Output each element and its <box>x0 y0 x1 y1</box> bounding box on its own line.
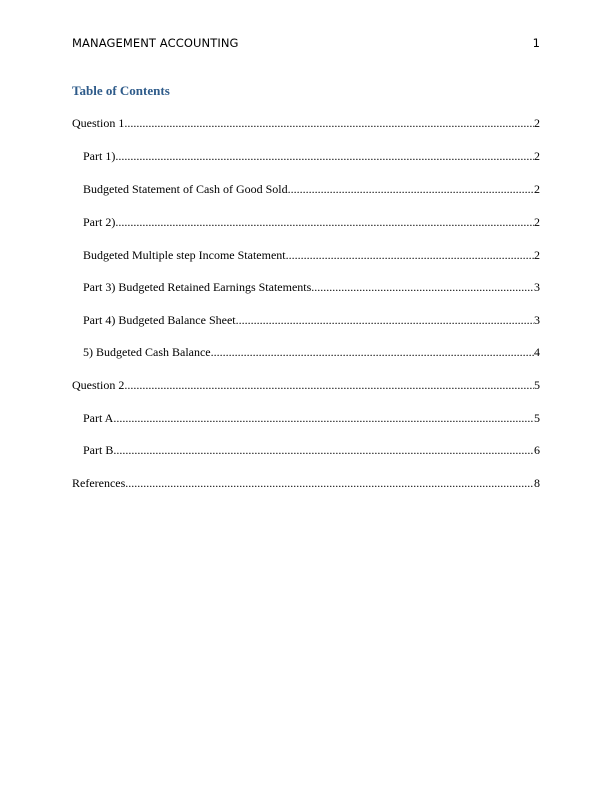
toc-entry-page: 8 <box>534 476 540 490</box>
toc-entry-part-2[interactable] <box>83 215 540 231</box>
page-header <box>72 35 540 51</box>
toc-entry-text: Budgeted Statement of Cash of Good Sold <box>83 182 288 196</box>
toc-entry-text: Part A <box>83 411 114 425</box>
toc-entry-text: Part 4) Budgeted Balance Sheet <box>83 313 236 327</box>
toc-entry-question-1[interactable] <box>72 116 540 132</box>
toc-entry-text: Part 2) <box>83 215 116 229</box>
toc-entry-retained-earnings[interactable] <box>83 280 540 296</box>
toc-entry-income-statement[interactable] <box>83 248 540 264</box>
toc-entry-text: Budgeted Multiple step Income Statement <box>83 248 286 262</box>
toc-entry-references[interactable] <box>72 476 540 492</box>
toc-entry-budgeted-cogs[interactable] <box>83 182 540 198</box>
toc-dot-leader <box>113 443 534 458</box>
toc-entry-question-2[interactable] <box>72 378 540 394</box>
toc-dot-leader <box>286 248 534 263</box>
toc-entry-part-1[interactable] <box>83 149 540 165</box>
toc-entry-page: 2 <box>534 248 540 262</box>
toc-dot-leader <box>113 411 534 426</box>
toc-dot-leader <box>124 378 534 393</box>
toc-entry-part-a[interactable] <box>83 411 540 427</box>
toc-entry-page: 6 <box>534 443 540 457</box>
toc-entry-text: References <box>72 476 126 490</box>
toc-dot-leader <box>115 149 534 164</box>
toc-entry-page: 2 <box>534 116 540 130</box>
toc-entry-page: 2 <box>534 215 540 229</box>
toc-entry-page: 4 <box>534 345 540 359</box>
toc-entry-text: Part 3) Budgeted Retained Earnings Statements <box>83 280 312 294</box>
running-head-title: MANAGEMENT ACCOUNTING <box>72 36 239 50</box>
toc-entry-text: 5) Budgeted Cash Balance <box>83 345 211 359</box>
toc-dot-leader <box>236 313 534 328</box>
toc-entry-page: 2 <box>534 149 540 163</box>
page-number: 1 <box>532 36 540 50</box>
toc-dot-leader <box>211 345 534 360</box>
toc-entry-page: 3 <box>534 280 540 294</box>
toc-entry-text: Question 1 <box>72 116 125 130</box>
toc-entry-page: 2 <box>534 182 540 196</box>
toc-entry-text: Part B <box>83 443 114 457</box>
toc-entry-text: Question 2 <box>72 378 125 392</box>
toc-entry-cash-balance[interactable] <box>83 345 540 361</box>
toc-entry-page: 5 <box>534 411 540 425</box>
toc-entry-part-b[interactable] <box>83 443 540 459</box>
toc-dot-leader <box>311 280 534 295</box>
toc-dot-leader <box>125 476 534 491</box>
toc-dot-leader <box>124 116 534 131</box>
toc-title: Table of Contents <box>72 83 170 98</box>
toc-dot-leader <box>115 215 534 230</box>
toc-dot-leader <box>288 182 534 197</box>
toc-entry-page: 5 <box>534 378 540 392</box>
toc-entry-text: Part 1) <box>83 149 116 163</box>
toc-entry-page: 3 <box>534 313 540 327</box>
toc-entry-balance-sheet[interactable] <box>83 313 540 329</box>
